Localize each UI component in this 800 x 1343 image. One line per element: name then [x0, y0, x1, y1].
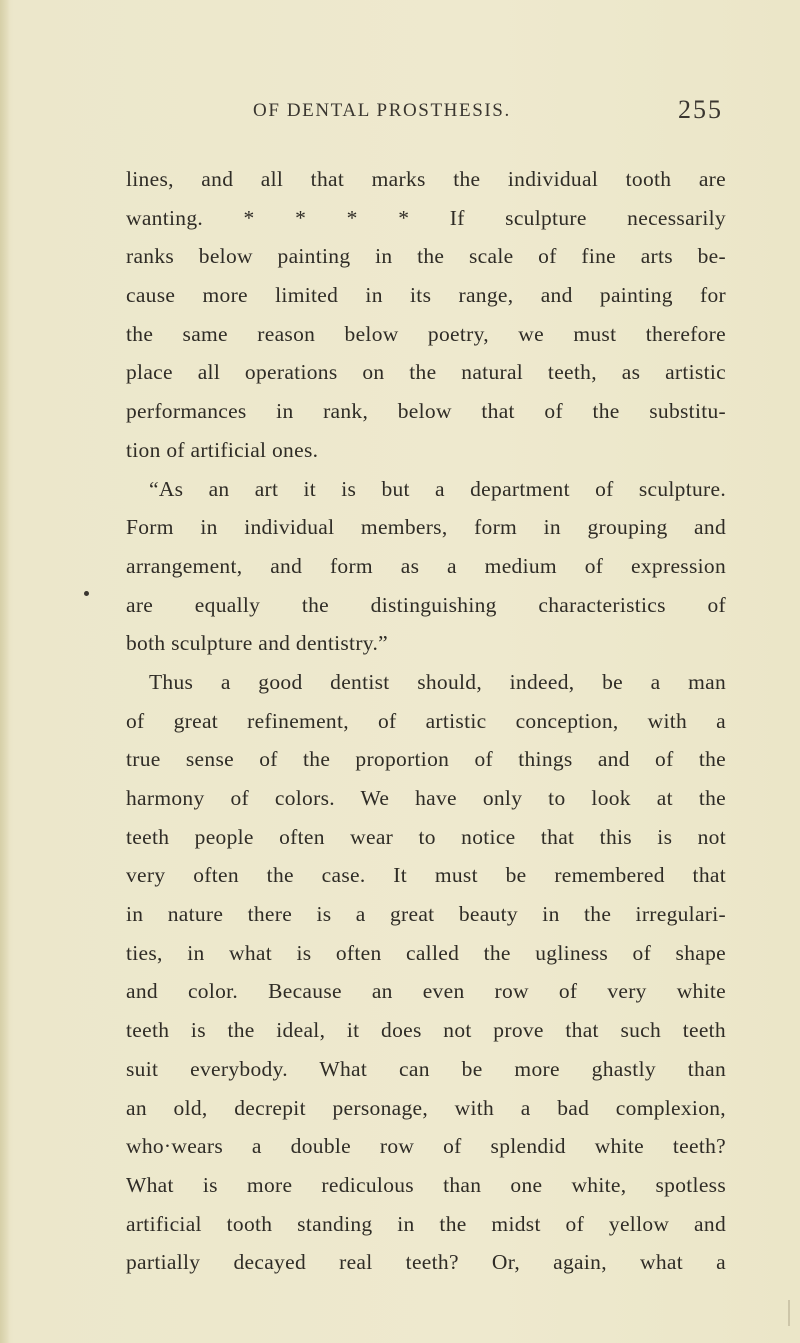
text-line: very often the case. It must be remembered that	[126, 863, 726, 888]
text-line: What is more rediculous than one white, spotless	[126, 1172, 726, 1197]
text-line: who·wears a double row of splendid white teeth?	[126, 1134, 726, 1159]
text-line: suit everybody. What can be more ghastly than	[126, 1056, 726, 1081]
text-line: arrangement, and form as a medium of expression	[126, 553, 726, 578]
text-line: teeth people often wear to notice that this is not	[126, 824, 726, 849]
page-header	[253, 95, 723, 140]
text-line: Thus a good dentist should, indeed, be a man	[149, 669, 726, 694]
text-line: ranks below painting in the scale of fine arts be-	[126, 244, 726, 269]
text-line: in nature there is a great beauty in the irregulari-	[126, 902, 726, 927]
text-line: and color. Because an even row of very white	[126, 979, 726, 1004]
text-line: harmony of colors. We have only to look at the	[126, 786, 726, 810]
text-line: both sculpture and dentistry.”	[126, 631, 388, 656]
text-line: wanting. * * * * If sculpture necessarily	[126, 205, 726, 230]
page-gutter-shadow	[0, 0, 10, 1343]
text-line: teeth is the ideal, it does not prove that such teeth	[126, 1018, 726, 1043]
text-line: “As an art it is but a department of sculpture.	[149, 476, 726, 501]
text-line: place all operations on the natural teeth, as artistic	[126, 360, 726, 385]
text-line: cause more limited in its range, and painting for	[126, 283, 726, 308]
text-line: tion of artificial ones.	[126, 437, 319, 462]
text-line: true sense of the proportion of things and of the	[126, 747, 726, 772]
text-line: an old, decrepit personage, with a bad complexion,	[126, 1095, 726, 1120]
page-number: 255	[678, 95, 723, 124]
body-text	[126, 160, 726, 1282]
text-line: lines, and all that marks the individual tooth are	[126, 167, 726, 191]
text-line: ties, in what is often called the ugliness of shape	[126, 940, 726, 965]
text-line: the same reason below poetry, we must therefore	[126, 321, 726, 346]
paper-mark	[788, 1300, 790, 1326]
margin-dot	[84, 591, 89, 596]
text-line: Form in individual members, form in grouping and	[126, 515, 726, 540]
text-line: performances in rank, below that of the substitu-	[126, 399, 726, 424]
text-line: partially decayed real teeth? Or, again, what a	[126, 1250, 726, 1275]
text-line: of great refinement, of artistic conception, with a	[126, 708, 726, 733]
text-line: artificial tooth standing in the midst of yellow and	[126, 1211, 726, 1236]
text-line: are equally the distinguishing characteristics of	[126, 592, 726, 617]
running-head: OF DENTAL PROSTHESIS.	[253, 100, 511, 121]
